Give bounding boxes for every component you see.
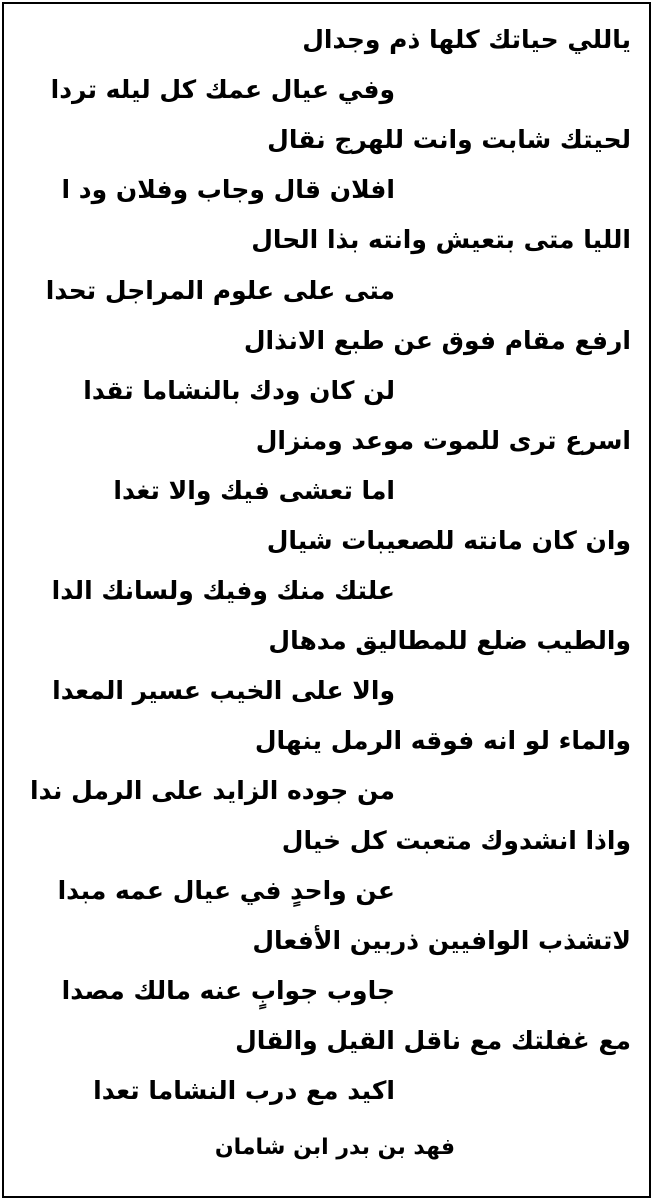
verse-5-first-hemistich: اسرع ترى للموت موعد ومنزال bbox=[255, 426, 631, 455]
verse-11-first-hemistich: مع غفلتك مع ناقل القيل والقال bbox=[235, 1026, 631, 1055]
verse-10-first-hemistich: لاتشذب الوافيين ذربين الأفعال bbox=[252, 926, 631, 955]
verse-8-second-hemistich: من جوده الزايد على الرمل ندا bbox=[30, 776, 395, 805]
verse-6-first-hemistich: وان كان مانته للصعيبات شيال bbox=[266, 526, 631, 555]
verse-2-second-hemistich: افلان قال وجاب وفلان ود ا bbox=[61, 175, 395, 204]
verse-10-second-hemistich: جاوب جوابٍ عنه مالك مصدا bbox=[61, 976, 395, 1005]
verse-9-first-hemistich: واذا انشدوك متعبت كل خيال bbox=[281, 826, 631, 855]
verse-4-second-hemistich: لن كان ودك بالنشاما تقدا bbox=[83, 376, 395, 405]
verse-11-second-hemistich: اكيد مع درب النشاما تعدا bbox=[93, 1076, 395, 1105]
verse-2-first-hemistich: لحيتك شابت وانت للهرج نقال bbox=[267, 125, 631, 154]
author-signature: فهد بن بدر ابن شامان bbox=[214, 1135, 455, 1160]
verse-4-first-hemistich: ارفع مقام فوق عن طبع الانذال bbox=[243, 326, 631, 355]
verse-7-first-hemistich: والطيب ضلع للمطاليق مدهال bbox=[268, 626, 631, 655]
verse-9-second-hemistich: عن واحدٍ في عيال عمه مبدا bbox=[57, 876, 395, 905]
verse-6-second-hemistich: علتك منك وفيك ولسانك الدا bbox=[51, 576, 395, 605]
verse-3-first-hemistich: الليا متى بتعيش وانته بذا الحال bbox=[251, 225, 631, 254]
verse-1-first-hemistich: ياللي حياتك كلها ذم وجدال bbox=[302, 25, 631, 54]
verse-3-second-hemistich: متى على علوم المراجل تحدا bbox=[45, 276, 395, 305]
verse-5-second-hemistich: اما تعشى فيك والا تغدا bbox=[113, 476, 395, 505]
verse-8-first-hemistich: والماء لو انه فوقه الرمل ينهال bbox=[254, 726, 631, 755]
verse-1-second-hemistich: وفي عيال عمك كل ليله تردا bbox=[50, 75, 395, 104]
verse-7-second-hemistich: والا على الخيب عسير المعدا bbox=[52, 676, 395, 705]
